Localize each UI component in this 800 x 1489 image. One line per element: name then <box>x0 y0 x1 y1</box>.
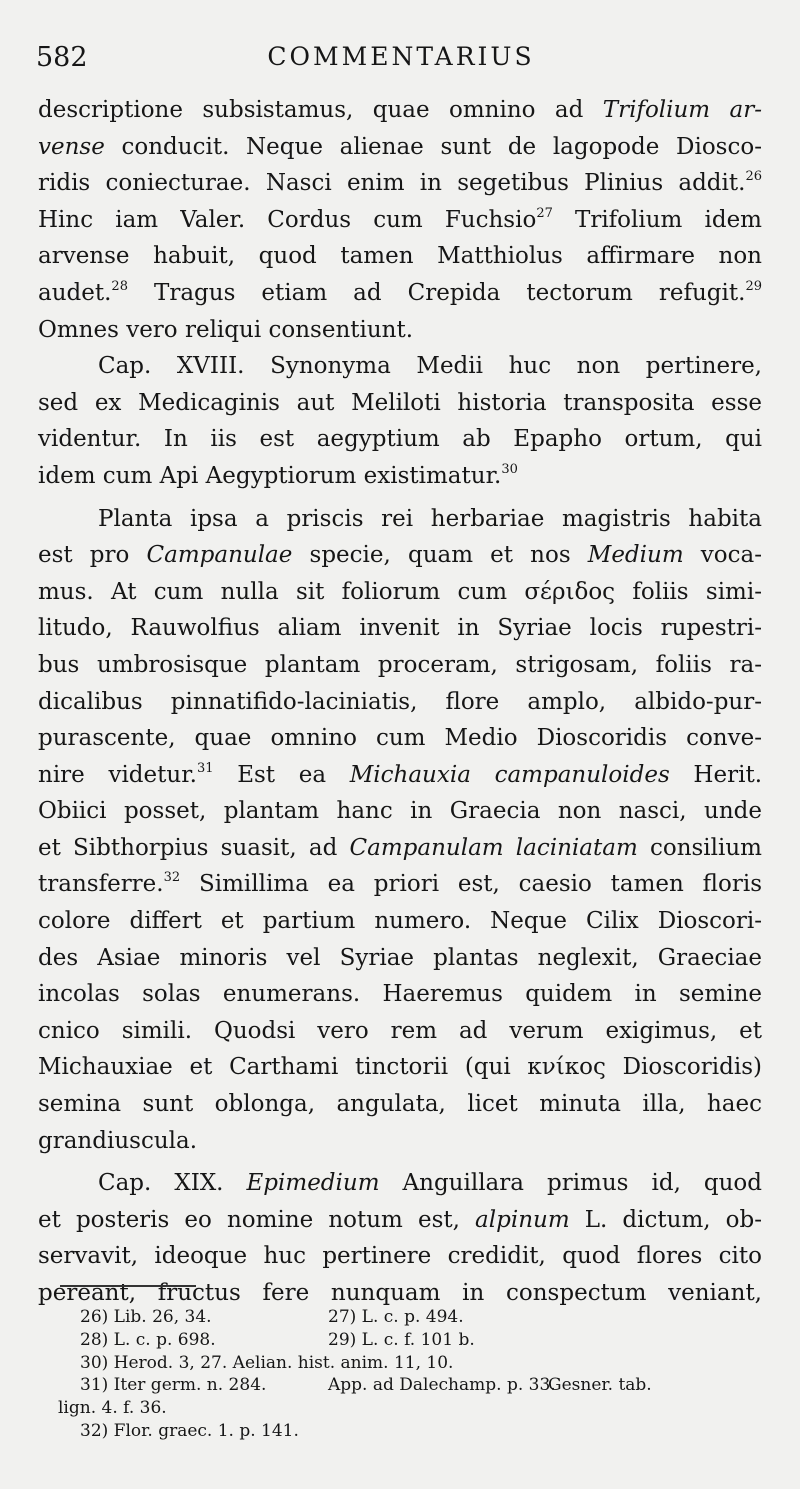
text-line: videntur. In iis est aegyptium ab Epapho ortum, qui <box>38 426 762 453</box>
text-line: Michauxiae et Carthami tinctorii (qui κνίκος Dioscoridis) <box>38 1054 762 1081</box>
text-line: purascente, quae omnino cum Medio Dioscoridis conve- <box>38 725 762 752</box>
footnote-text: lign. 4. f. 36. <box>58 1398 167 1419</box>
text-line: dicalibus pinnatifido-laciniatis, flore amplo, albido-pur- <box>38 688 762 715</box>
text-line: Hinc iam Valer. Cordus cum Fuchsio$^{27}$ Trifolium idem <box>38 205 762 233</box>
text-line: bus umbrosisque plantam proceram, strigosam, foliis ra- <box>38 651 762 678</box>
text-line: transferre.$^{32}$ Simillima ea priori est, caesio tamen floris <box>38 870 762 898</box>
text-line: nire videtur.$^{31}$ Est ea Michauxia campanuloides Herit. <box>38 760 763 788</box>
text-line: audet.$^{28}$ Tragus etiam ad Crepida tectorum refugit.$^{29}$ <box>38 278 762 306</box>
footnote-text: 26) Lib. 26, 34. <box>80 1307 212 1327</box>
text-line: sed ex Medicaginis aut Meliloti historia transposita esse <box>38 389 762 416</box>
footnote-text: App. ad Dalechamp. p. 33. <box>328 1375 556 1396</box>
text-line: pereant, fructus fere nunquam in conspectum veniant, <box>38 1280 762 1306</box>
footnote-text: 31) Iter germ. n. 284. <box>80 1375 267 1396</box>
footnotes <box>58 1306 768 1443</box>
text-line: Planta ipsa a priscis rei herbariae magistris habita <box>98 505 762 532</box>
text-line: et Sibthorpius suasit, ad Campanulam laciniatam consilium <box>38 834 762 861</box>
footnote <box>58 1306 768 1329</box>
running-head: COMMENTARIUS <box>267 42 535 71</box>
text-line: incolas solas enumerans. Haeremus quidem in semine <box>38 981 762 1008</box>
footnote-text: 32) Flor. graec. 1. p. 141. <box>80 1420 299 1441</box>
text-line: et posteris eo nomine notum est, alpinum L. dictum, ob- <box>38 1206 763 1233</box>
text-line: semina sunt oblonga, angulata, licet minuta illa, haec <box>38 1091 762 1118</box>
footnote-text: 28) L. c. p. 698. <box>80 1329 216 1350</box>
footnote-text: 29) L. c. f. 101 b. <box>328 1329 475 1350</box>
footnote <box>58 1374 768 1397</box>
text-line: est pro Campanulae specie, quam et nos Medium voca- <box>38 542 762 569</box>
footnote-text: 30) Herod. 3, 27. Aelian. hist. anim. 11, 10. <box>80 1352 454 1373</box>
footnote <box>58 1420 768 1443</box>
text-line: arvense habuit, quod tamen Matthiolus affirmare non <box>38 243 762 270</box>
footnote-text: Gesner. tab. <box>548 1375 652 1396</box>
text-line: descriptione subsistamus, quae omnino ad Trifolium ar- <box>38 97 762 123</box>
text-line: ridis coniecturae. Nasci enim in segetibus Plinius addit.$^{26}$ <box>38 169 762 197</box>
page-number: 582 <box>36 42 88 73</box>
text-line: Obiici posset, plantam hanc in Graecia non nasci, unde <box>38 798 762 825</box>
text-line: Omnes vero reliqui consentiunt. <box>38 316 414 343</box>
footnote-text: 27) L. c. p. 494. <box>328 1307 464 1327</box>
footnote <box>58 1329 768 1352</box>
footnote-rule <box>60 1285 196 1287</box>
text-line: mus. At cum nulla sit foliorum cum σέριδος foliis simi- <box>38 578 762 605</box>
text-line: servavit, ideoque huc pertinere credidit, quod flores cito <box>38 1243 762 1270</box>
text-line: Cap. XVIII. Synonyma Medii huc non pertinere, <box>98 353 762 380</box>
text-line: Cap. XIX. Epimedium Anguillara primus id, quod <box>98 1170 762 1197</box>
text-line: idem cum Api Aegyptiorum existimatur.$^{30}$ <box>38 461 518 489</box>
text-line: des Asiae minoris vel Syriae plantas neglexit, Graeciae <box>38 944 762 971</box>
page-header <box>36 42 766 82</box>
text-line: colore differt et partium numero. Neque Cilix Dioscori- <box>38 908 762 935</box>
footnote <box>58 1352 768 1375</box>
text-line: grandiuscula. <box>38 1127 198 1154</box>
footnote <box>58 1397 768 1420</box>
body-text <box>38 92 762 1312</box>
text-line: cnico simili. Quodsi vero rem ad verum exigimus, et <box>38 1017 762 1044</box>
text-line: vense conducit. Neque alienae sunt de lagopode Diosco- <box>38 133 762 160</box>
text-line: litudo, Rauwolfius aliam invenit in Syriae locis rupestri- <box>38 615 762 642</box>
